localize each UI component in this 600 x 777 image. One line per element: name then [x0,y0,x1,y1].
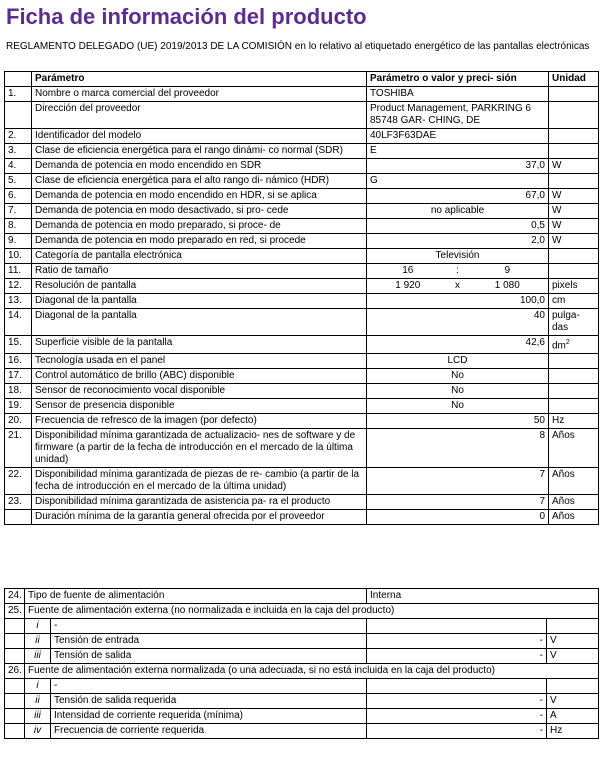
row-value: Televisión [367,249,549,264]
row-param: Demanda de potencia en modo preparado, si proce- de [32,219,367,234]
row-unit: pulga- das [549,309,599,336]
table-row [5,369,599,384]
sub-row [5,679,599,694]
table-row [5,234,599,249]
table-row [5,249,599,264]
sub-index: ii [25,634,51,649]
row-number: 6. [5,189,32,204]
row-param: Nombre o marca comercial del proveedor [32,87,367,102]
row-param: Disponibilidad mínima garantizada de actualizacio- nes de software y de firmware (a partir de la fecha de introducción en el mercado de la última unidad) [32,429,367,468]
row-param: Superficie visible de la pantalla [32,336,367,354]
table-row [5,219,599,234]
row-value: 0 [367,510,549,525]
row-param: Diagonal de la pantalla [32,309,367,336]
row-number: 25. [5,604,25,619]
table-row [5,264,599,279]
row-param: Clase de eficiencia energética para el rango dinámi- co normal (SDR) [32,144,367,159]
table-row [5,468,599,495]
table-row [5,664,599,679]
row-param: Identificador del modelo [32,129,367,144]
sub-index: i [25,679,51,694]
row-param: Clase de eficiencia energética para el alto rango di- námico (HDR) [32,174,367,189]
sub-unit [547,619,599,634]
row-value: 2,0 [367,234,549,249]
row-param: Demanda de potencia en modo desactivado, si pro- cede [32,204,367,219]
row-param: Frecuencia de refresco de la imagen (por defecto) [32,414,367,429]
sub-value: - [367,724,547,739]
row-number: 13. [5,294,32,309]
row-number: 20. [5,414,32,429]
sub-param: Intensidad de corriente requerida (mínima) [51,709,367,724]
sub-unit: A [547,709,599,724]
table-row [5,102,599,129]
table-row [5,204,599,219]
row-number: 11. [5,264,32,279]
row-unit [549,336,599,354]
row-param: Control automático de brillo (ABC) disponible [32,369,367,384]
row-unit [549,264,599,279]
row-param: Tecnología usada en el panel [32,354,367,369]
table-row [5,309,599,336]
row-value-part: x [455,280,460,291]
sub-index: ii [25,694,51,709]
row-number: 21. [5,429,32,468]
sub-value [367,619,547,634]
sub-param: Frecuencia de corriente requerida [51,724,367,739]
row-unit [549,384,599,399]
table-row [5,174,599,189]
row-param: Demanda de potencia en modo encendido en SDR [32,159,367,174]
table-row [5,129,599,144]
sub-unit: V [547,649,599,664]
row-unit: W [549,219,599,234]
table-row [5,336,599,354]
row-unit: Hz [549,414,599,429]
row-value: E [367,144,549,159]
row-number [5,102,32,129]
row-unit: W [549,204,599,219]
row-value: 40LF3F63DAE [367,129,549,144]
table-row [5,414,599,429]
sub-param: - [51,679,367,694]
row-value: Product Management, PARKRING 6 85748 GAR- CHING, DE [367,102,549,129]
row-unit-exponent: 2 [565,339,570,346]
row-param: Tipo de fuente de alimentación [25,589,367,604]
row-unit: Años [549,510,599,525]
sub-param: - [51,619,367,634]
row-value: 7 [367,468,549,495]
row-param: Disponibilidad mínima garantizada de piezas de re- cambio (a partir de la fecha de introducción en el mercado de la última unidad) [32,468,367,495]
row-unit [549,354,599,369]
row-number: 2. [5,129,32,144]
table-row [5,144,599,159]
sub-row [5,619,599,634]
row-value: 40 [367,309,549,336]
row-number: 3. [5,144,32,159]
header-unit: Unidad [549,72,599,87]
sub-value: - [367,649,547,664]
row-unit: W [549,234,599,249]
row-number: 15. [5,336,32,354]
row-value-part: 1 080 [494,280,520,291]
table-row [5,399,599,414]
row-unit: W [549,159,599,174]
row-unit [549,174,599,189]
row-param: Fuente de alimentación externa normalizada (o una adecuada, si no está incluida en la caja del producto) [25,664,599,679]
sub-param: Tensión de entrada [51,634,367,649]
row-number: 9. [5,234,32,249]
row-value: 0,5 [367,219,549,234]
row-number: 19. [5,399,32,414]
row-number: 26. [5,664,25,679]
row-value: Interna [367,589,599,604]
table-row [5,279,599,294]
table-row [5,354,599,369]
row-value: No [367,384,549,399]
row-unit: pixels [549,279,599,294]
table-row [5,87,599,102]
sub-unit: V [547,694,599,709]
row-value: 50 [367,414,549,429]
sub-index: iii [25,709,51,724]
row-value: G [367,174,549,189]
row-param: Fuente de alimentación externa (no normalizada e incluida en la caja del producto) [25,604,599,619]
sub-index: iii [25,649,51,664]
power-supply-table [4,588,599,739]
table-row [5,589,599,604]
row-value [367,264,549,279]
sub-unit: Hz [547,724,599,739]
row-number [5,510,32,525]
row-number: 1. [5,87,32,102]
table-header-row [5,72,599,87]
row-number: 22. [5,468,32,495]
row-number: 23. [5,495,32,510]
row-unit [549,87,599,102]
table-row [5,495,599,510]
sub-value: - [367,694,547,709]
row-param: Diagonal de la pantalla [32,294,367,309]
row-unit: Años [549,468,599,495]
row-number: 17. [5,369,32,384]
row-number: 5. [5,174,32,189]
row-value: 42,6 [367,336,549,354]
sub-row [5,634,599,649]
sub-param: Tensión de salida requerida [51,694,367,709]
row-unit-text: dm [552,340,566,352]
sub-unit: V [547,634,599,649]
regulation-subtitle: REGLAMENTO DELEGADO (UE) 2019/2013 DE LA COMISIÓN en lo relativo al etiquetado energético de las pantallas electrónicas [6,41,590,52]
row-param: Duración mínima de la garantía general ofrecida por el proveedor [32,510,367,525]
header-value: Parámetro o valor y preci- sión [367,72,549,87]
row-number: 16. [5,354,32,369]
row-value-part: : [456,265,459,276]
row-unit: cm [549,294,599,309]
sub-row [5,649,599,664]
row-unit [549,102,599,129]
row-unit: Años [549,495,599,510]
row-number: 4. [5,159,32,174]
row-number: 24. [5,589,25,604]
row-number: 7. [5,204,32,219]
sub-value: - [367,709,547,724]
row-number: 8. [5,219,32,234]
row-param: Disponibilidad mínima garantizada de asistencia pa- ra el producto [32,495,367,510]
row-value: 7 [367,495,549,510]
row-value: 8 [367,429,549,468]
table-row [5,159,599,174]
header-param: Parámetro [32,72,367,87]
sub-value [367,679,547,694]
row-number: 12. [5,279,32,294]
sub-index: i [25,619,51,634]
row-param: Ratio de tamaño [32,264,367,279]
row-unit: Años [549,429,599,468]
sub-unit [547,679,599,694]
table-row [5,604,599,619]
row-unit [549,144,599,159]
row-value-part: 1 920 [395,280,421,291]
row-number: 18. [5,384,32,399]
row-unit [549,399,599,414]
row-param: Sensor de reconocimiento vocal disponible [32,384,367,399]
row-unit: W [549,189,599,204]
row-value [367,279,549,294]
row-value: 100,0 [367,294,549,309]
sub-param: Tensión de salida [51,649,367,664]
table-row [5,384,599,399]
row-value-part: 9 [504,265,511,276]
sub-row [5,724,599,739]
table-row [5,294,599,309]
row-value: 67,0 [367,189,549,204]
row-value-part: 16 [402,265,414,276]
row-unit [549,369,599,384]
row-param: Sensor de presencia disponible [32,399,367,414]
row-param: Demanda de potencia en modo encendido en HDR, si se aplica [32,189,367,204]
product-info-table [4,71,599,525]
sub-row [5,709,599,724]
table-row [5,189,599,204]
row-value: No [367,369,549,384]
sub-index: iv [25,724,51,739]
page-title: Ficha de información del producto [6,4,367,29]
row-param: Dirección del proveedor [32,102,367,129]
row-unit [549,249,599,264]
row-param: Resolución de pantalla [32,279,367,294]
row-value: No [367,399,549,414]
row-value: 37,0 [367,159,549,174]
row-number: 10. [5,249,32,264]
row-value: no aplicable [367,204,549,219]
row-value: TOSHIBA [367,87,549,102]
row-number: 14. [5,309,32,336]
row-param: Categoría de pantalla electrónica [32,249,367,264]
table-row [5,429,599,468]
table-row [5,510,599,525]
row-value: LCD [367,354,549,369]
row-param: Demanda de potencia en modo preparado en red, si procede [32,234,367,249]
sub-value: - [367,634,547,649]
row-unit [549,129,599,144]
sub-row [5,694,599,709]
